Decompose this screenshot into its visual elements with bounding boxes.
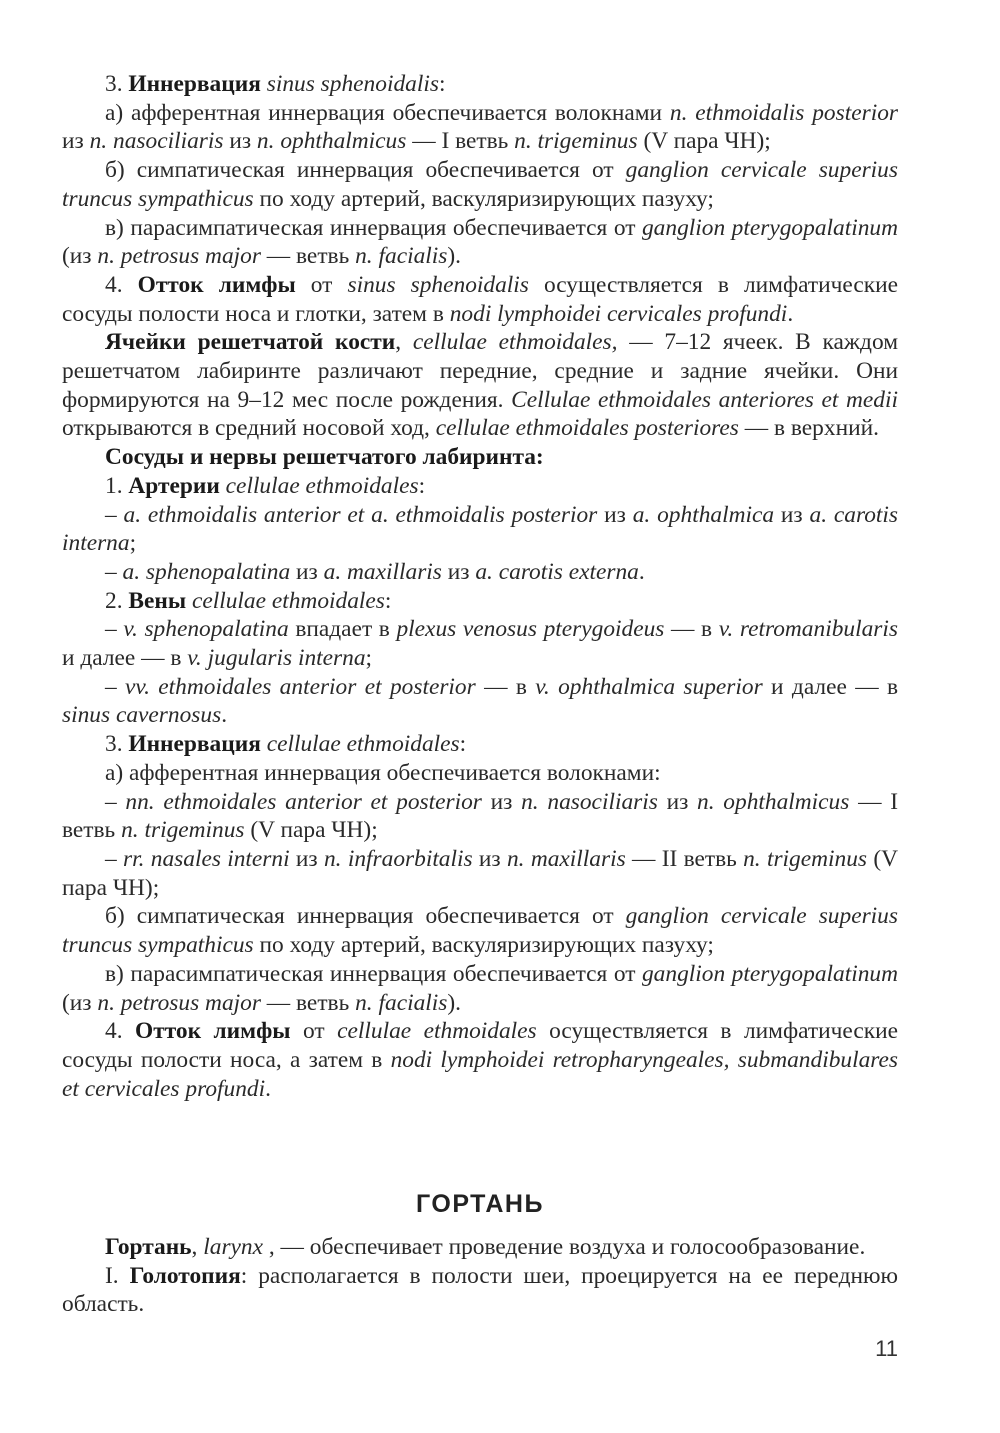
paragraph: 4. Отток лимфы от sinus sphenoidalis осуществляется в лимфатические сосуды полости носа и глотки, затем в nodi lymphoidei cervicales profundi. — [62, 271, 899, 327]
larynx-section — [62, 1233, 898, 1319]
paragraph: – rr. nasales interni из n. infraorbitalis из n. maxillaris — II ветвь n. trigeminus (V пара ЧН); — [62, 845, 899, 901]
paragraph: в) парасимпатическая иннервация обеспечивается от ganglion pterygopalatinum (из n. petrosus major — ветвь n. facialis). — [62, 214, 898, 270]
paragraph: – a. sphenopalatina из a. maxillaris из a. carotis externa. — [105, 558, 645, 585]
paragraph: Гортань, larynx , — обеспечивает проведение воздуха и голосообразование. — [105, 1234, 866, 1260]
section-heading: ГОРТАНЬ — [416, 1190, 544, 1218]
paragraph: 4. Отток лимфы от cellulae ethmoidales осуществляется в лимфатические сосуды полости носа, а затем в nodi lymphoidei retropharyngeales, submandibulares et cervicales profundi. — [62, 1018, 898, 1102]
paragraph: а) афферентная иннервация обеспечивается волокнами n. ethmoidalis posterior из n. nasociliaris из n. ophthalmicus — I ветвь n. trigeminus (V пара ЧН); — [62, 99, 898, 155]
paragraph: 1. Артерии cellulae ethmoidales: — [105, 472, 426, 499]
paragraph: – vv. ethmoidales anterior et posterior — в v. ophthalmica superior и далее — в sinus cavernosus. — [62, 673, 899, 729]
paragraph: б) симпатическая иннервация обеспечивается от ganglion cervicale superius truncus sympathicus по ходу артерий, васкуляризирующих пазуху; — [62, 903, 898, 959]
subheading: Сосуды и нервы решетчатого лабиринта: — [105, 444, 544, 471]
paragraph: а) афферентная иннервация обеспечивается волокнами: — [105, 759, 661, 786]
paragraph: Ячейки решетчатой кости, cellulae ethmoidales, — 7–12 ячеек. В каждом решетчатом лабиринте различают передние, средние и задние ячейки. Они формируются на 9–12 мес после рождения. Cellulae ethmoidales anteriores et medii открываются в средний носовой ход, cellulae ethmoidales posteriores — в верхний. — [62, 329, 899, 442]
paragraph: I. Голотопия: располагается в полости шеи, проецируется на ее переднюю область. — [62, 1262, 898, 1318]
paragraph: 2. Вены cellulae ethmoidales: — [105, 587, 392, 614]
paragraph: – a. ethmoidalis anterior et a. ethmoidalis posterior из a. ophthalmica из a. carotis interna; — [62, 501, 898, 557]
paragraph: – nn. ethmoidales anterior et posterior из n. nasociliaris из n. ophthalmicus — I ветвь n. trigeminus (V пара ЧН); — [62, 788, 898, 844]
paragraph: 3. Иннервация sinus sphenoidalis: — [105, 71, 446, 97]
paragraph: – v. sphenopalatina впадает в plexus venosus pterygoideus — в v. retromanibularis и далее — в v. jugularis interna; — [62, 616, 898, 672]
paragraph: в) парасимпатическая иннервация обеспечивается от ganglion pterygopalatinum (из n. petrosus major — ветвь n. facialis). — [62, 960, 898, 1016]
paragraph: б) симпатическая иннервация обеспечивается от ganglion cervicale superius truncus sympathicus по ходу артерий, васкуляризирующих пазуху; — [62, 157, 898, 212]
main-text — [62, 70, 898, 1103]
paragraph: 3. Иннервация cellulae ethmoidales: — [105, 731, 467, 758]
page-number: 11 — [875, 1336, 898, 1361]
